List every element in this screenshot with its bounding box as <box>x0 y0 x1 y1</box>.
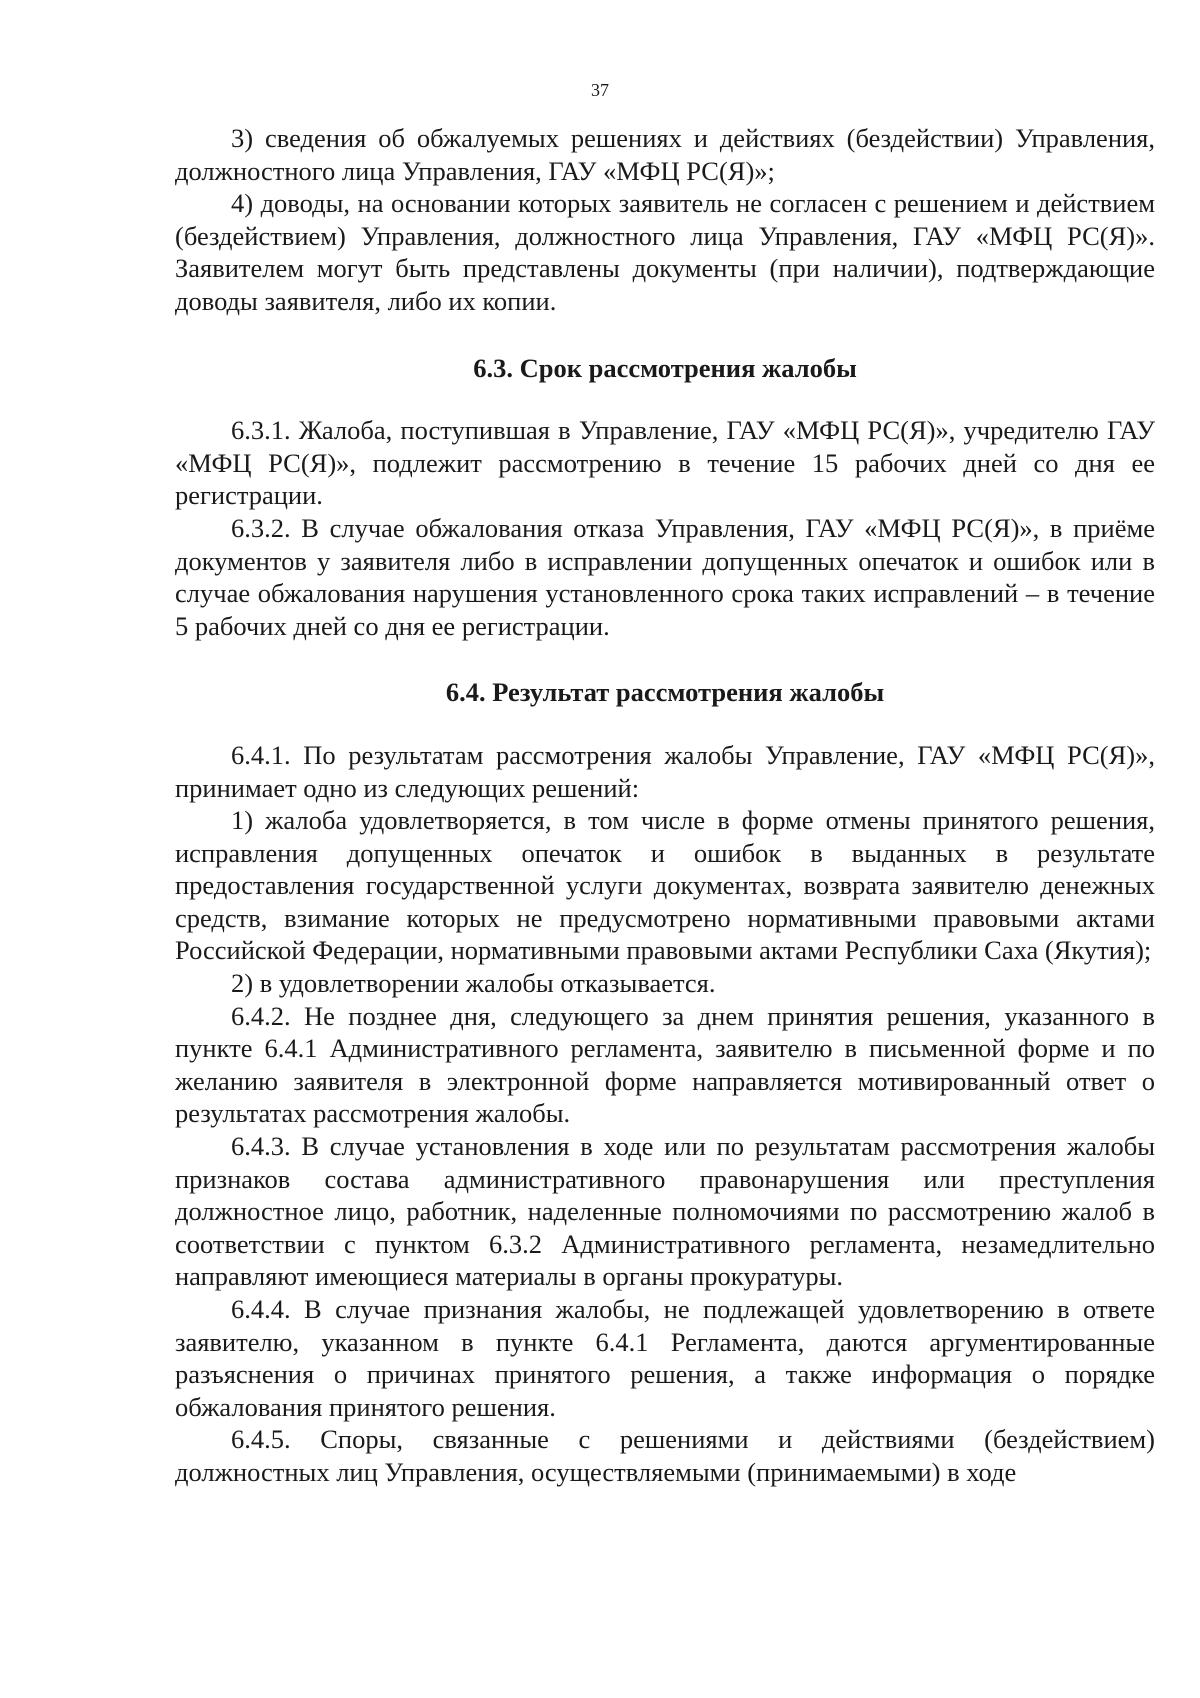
document-body <box>175 122 1155 1489</box>
paragraph-item-3: 3) сведения об обжалуемых решениях и действиях (бездействии) Управления, должностного лица Управления, ГАУ «МФЦ РС(Я)»; <box>175 123 1155 186</box>
paragraph-item-4: 4) доводы, на основании которых заявитель не согласен с решением и действием (бездействием) Управления, должностного лица Управления, ГАУ «МФЦ РС(Я)». Заявителем могут быть представлены документы (при наличии), подтверждающие доводы заявителя, либо их копии. <box>175 188 1155 316</box>
paragraph-6-4-5: 6.4.5. Споры, связанные с решениями и действиями (бездействием) должностных лиц Управления, осуществляемыми (принимаемыми) в ходе <box>175 1424 1155 1487</box>
paragraph-6-4-1-item-1: 1) жалоба удовлетворяется, в том числе в форме отмены принятого решения, исправления допущенных опечаток и ошибок в выданных в результате предоставления государственной услуги документах, возврата заявителю денежных средств, взимание которых не предусмотрено нормативными правовыми актами Российской Федерации, нормативными правовыми актами Республики Саха (Якутия); <box>175 805 1155 966</box>
paragraph-6-3-1: 6.3.1. Жалоба, поступившая в Управление, ГАУ «МФЦ РС(Я)», учредителю ГАУ «МФЦ РС(Я)», подлежит рассмотрению в течение 15 рабочих дней со дня ее регистрации. <box>175 415 1155 511</box>
page-number: 37 <box>591 80 609 100</box>
paragraph-6-3-2: 6.3.2. В случае обжалования отказа Управления, ГАУ «МФЦ РС(Я)», в приёме документов у заявителя либо в исправлении допущенных опечаток и ошибок или в случае обжалования нарушения установленного срока таких исправлений – в течение 5 рабочих дней со дня ее регистрации. <box>175 512 1155 641</box>
paragraph-6-4-1: 6.4.1. По результатам рассмотрения жалобы Управление, ГАУ «МФЦ РС(Я)», принимает одно из следующих решений: <box>175 739 1155 803</box>
paragraph-6-4-3: 6.4.3. В случае установления в ходе или по результатам рассмотрения жалобы признаков состава административного правонарушения или преступления должностное лицо, работник, наделенные полномочиями по рассмотрению жалоб в соответствии с пунктом 6.3.2 Административного регламента, незамедлительно направляют имеющиеся материалы в органы прокуратуры. <box>175 1131 1155 1292</box>
paragraph-6-4-2: 6.4.2. Не позднее дня, следующего за днем принятия решения, указанного в пункте 6.4.1 Административного регламента, заявителю в письменной форме и по желанию заявителя в электронной форме направляется мотивированный ответ о результатах рассмотрения жалобы. <box>175 1000 1155 1129</box>
paragraph-6-4-1-item-2: 2) в удовлетворении жалобы отказывается. <box>231 968 716 999</box>
section-heading-6-3: 6.3. Срок рассмотрения жалобы <box>473 352 857 383</box>
section-heading-6-4: 6.4. Результат рассмотрения жалобы <box>445 677 885 708</box>
paragraph-6-4-4: 6.4.4. В случае признания жалобы, не подлежащей удовлетворению в ответе заявителю, указанном в пункте 6.4.1 Регламента, даются аргументированные разъяснения о причинах принятого решения, а также информация о порядке обжалования принятого решения. <box>175 1294 1155 1422</box>
